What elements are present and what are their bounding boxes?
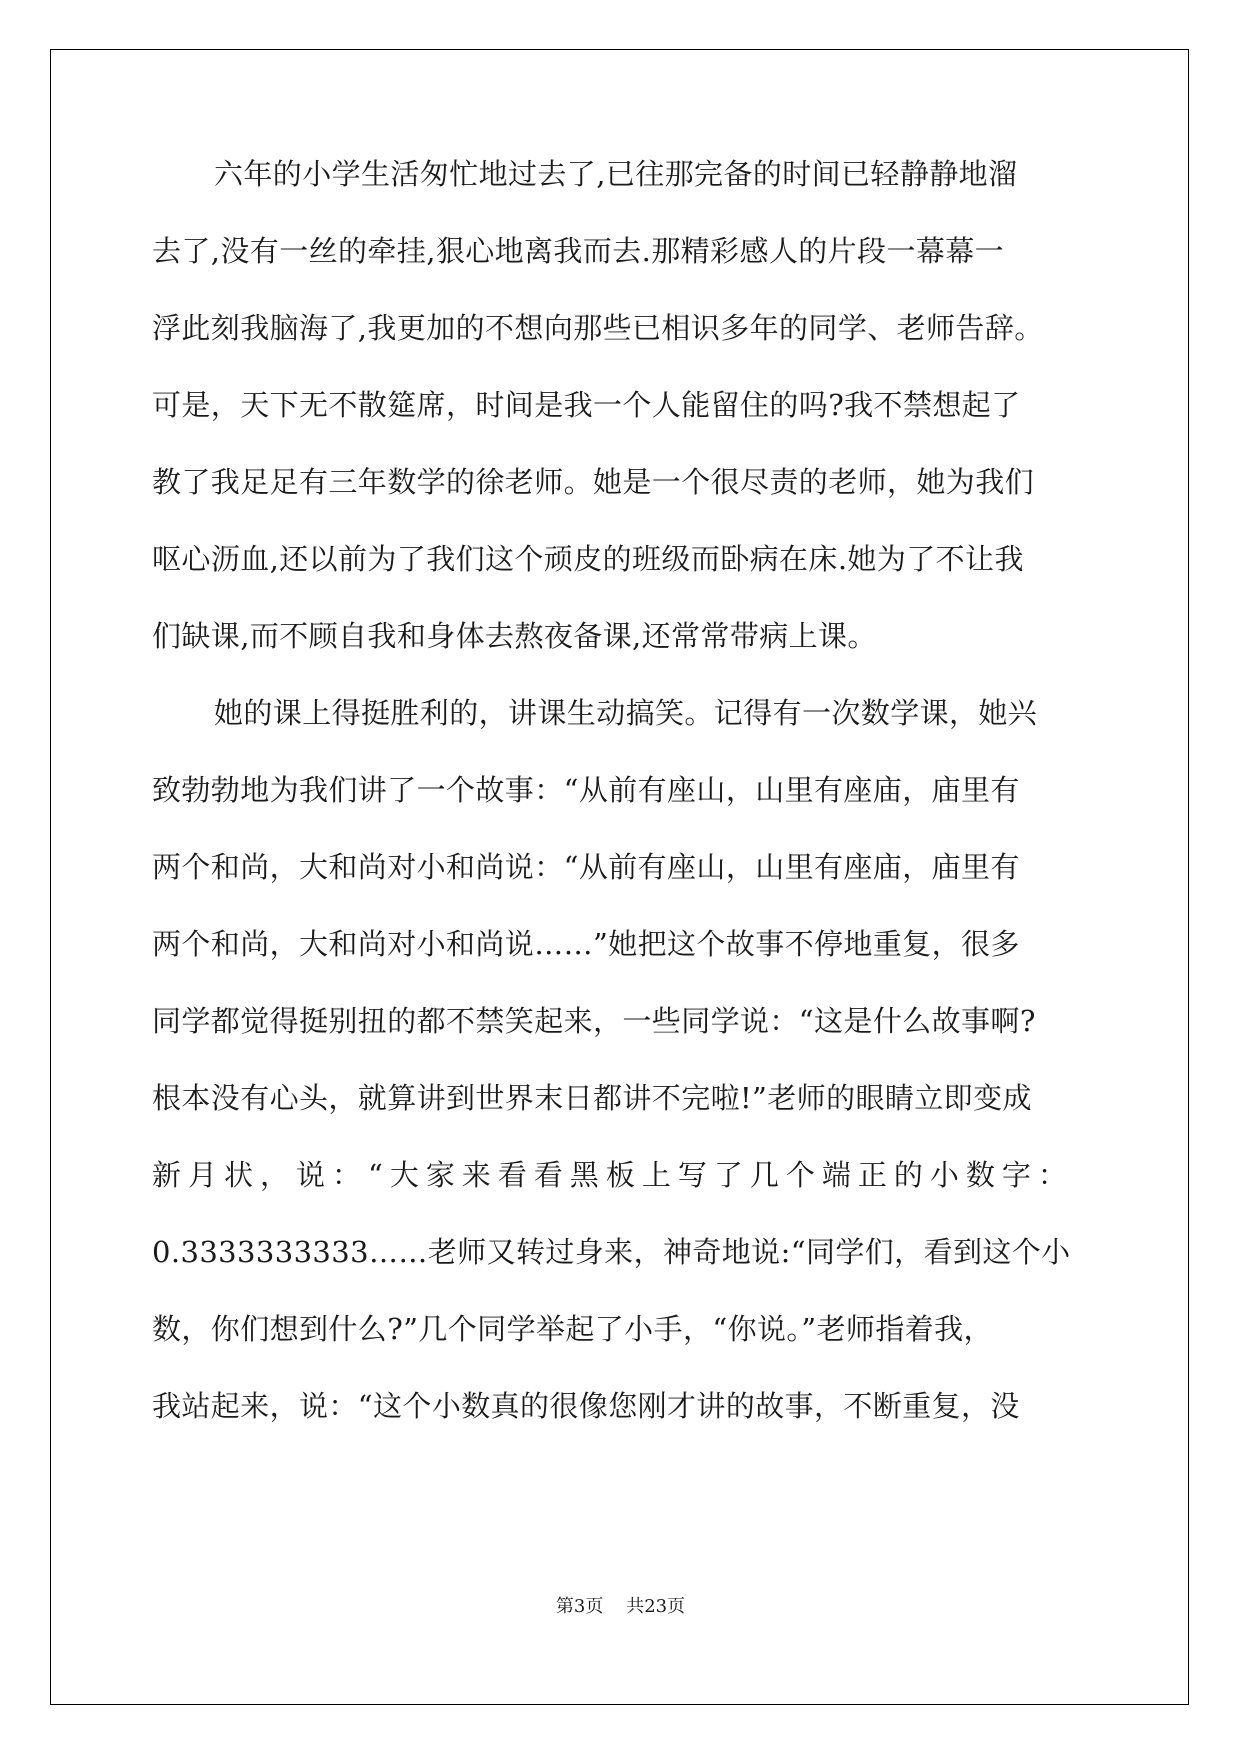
paragraph-1-line-5: 教了我足足有三年数学的徐老师。她是一个很尽责的老师，她为我们 bbox=[152, 465, 1035, 499]
page-number: 第3页 bbox=[555, 1596, 604, 1617]
paragraph-1-line-1: 六年的小学生活匆忙地过去了,已往那完备的时间已轻静静地溜 bbox=[214, 157, 1018, 191]
paragraph-2-line-8: 0.3333333333……老师又转过身来，神奇地说:“同学们，看到这个小 bbox=[152, 1235, 1071, 1269]
paragraph-2-line-5: 同学都觉得挺别扭的都不禁笑起来，一些同学说：“这是什么故事啊? bbox=[152, 1004, 1036, 1038]
page-total: 共23页 bbox=[626, 1596, 686, 1617]
paragraph-1-line-7: 们缺课,而不顾自我和身体去熬夜备课,还常常带病上课。 bbox=[152, 619, 877, 653]
paragraph-2-line-4: 两个和尚，大和尚对小和尚说……”她把这个故事不停地重复，很多 bbox=[152, 927, 1020, 961]
paragraph-2-line-6: 根本没有心头，就算讲到世界末日都讲不完啦!”老师的眼睛立即变成 bbox=[152, 1081, 1032, 1115]
paragraph-2-line-10: 我站起来，说：“这个小数真的很像您刚才讲的故事，不断重复，没 bbox=[152, 1389, 1020, 1423]
paragraph-1-line-6: 呕心沥血,还以前为了我们这个顽皮的班级而卧病在床.她为了不让我 bbox=[152, 542, 1024, 576]
paragraph-1-line-4: 可是，天下无不散筵席，时间是我一个人能留住的吗?我不禁想起了 bbox=[152, 388, 1021, 422]
paragraph-2-line-9: 数，你们想到什么?”几个同学举起了小手，“你说。”老师指着我， bbox=[152, 1312, 993, 1346]
paragraph-1-line-3: 浮此刻我脑海了,我更加的不想向那些已相识多年的同学、老师告辞。 bbox=[152, 311, 1044, 345]
paragraph-2-line-2: 致勃勃地为我们讲了一个故事：“从前有座山，山里有座庙，庙里有 bbox=[152, 773, 1020, 807]
paragraph-2-line-1: 她的课上得挺胜利的，讲课生动搞笑。记得有一次数学课，她兴 bbox=[214, 696, 1038, 730]
paragraph-1-line-2: 去了,没有一丝的牵挂,狠心地离我而去.那精彩感人的片段一幕幕一 bbox=[152, 234, 1005, 268]
paragraph-2-line-7: 新月状，说：“大家来看看黑板上写了几个端正的小数字： bbox=[152, 1158, 1074, 1192]
page-footer bbox=[0, 1592, 1241, 1622]
paragraph-2-line-3: 两个和尚，大和尚对小和尚说：“从前有座山，山里有座庙，庙里有 bbox=[152, 850, 1020, 884]
